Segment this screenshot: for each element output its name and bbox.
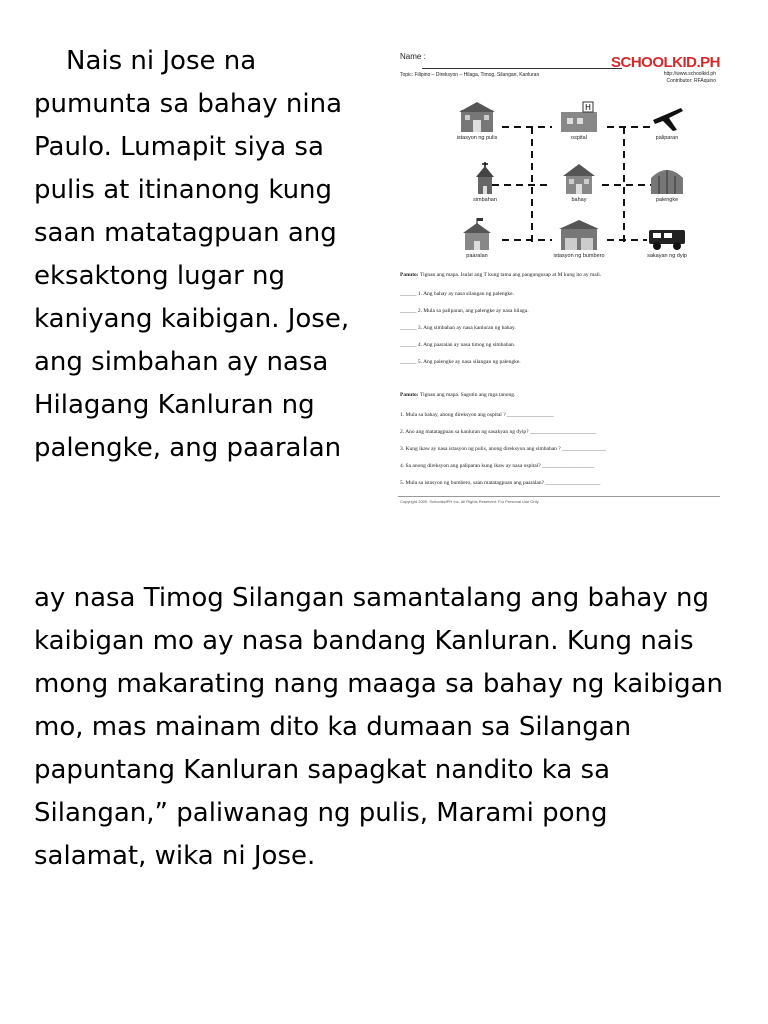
tf-item: ______ 4. Ang paaralan ay nasa timog ng simbahan.: [400, 342, 516, 348]
fire-station-icon: [557, 218, 601, 252]
place-airport: [632, 100, 702, 141]
worksheet-topic: Topic: Filipino – Direksyon – Hilaga, Timog, Silangan, Kanluran: [400, 72, 540, 78]
place-label: sakayan ng dyip: [647, 253, 687, 259]
section1-text: Tignan ang mapa. Isulat ang T kung tama ang pangungusap at M kung ito ay mali.: [419, 272, 602, 278]
question-item: 4. Sa anong direksyon ang paliparan kung ikaw ay nasa ospital? ___________________: [400, 463, 595, 469]
place-label: paaralan: [466, 253, 488, 259]
question-item: 1. Mula sa bahay, anong direksyon ang ospital ? _________________: [400, 412, 554, 418]
place-school: [442, 218, 512, 259]
schoolkid-logo: SCHOOLKID.PH: [610, 54, 720, 71]
hospital-icon: [557, 100, 601, 134]
section2-instruction: [400, 392, 515, 398]
jeepney-icon: [645, 218, 689, 252]
tf-item: ______ 2. Mula sa paliparan, ang palengke ay nasa hilaga.: [400, 308, 529, 314]
church-icon: [468, 162, 502, 196]
question-item: 2. Ano ang matatagpuan sa kanluran ng sasakyan ng dyip? ________________________: [400, 429, 596, 435]
place-market: [632, 162, 702, 203]
section1-instruction: [400, 272, 601, 278]
tf-item: ______ 5. Ang palengke ay nasa silangan ng palengke.: [400, 359, 521, 365]
worksheet-image: [392, 50, 726, 508]
place-hospital: [544, 100, 614, 141]
story-paragraph-top: Nais ni Jose na pumunta sa bahay nina Paulo. Lumapit siya sa pulis at itinanong kung saan matatagpuan ang eksaktong lugar ng kaniyang kaibigan. Jose, ang simbahan ay nasa Hilagang Kanluran ng palengke, ang paaralan: [34, 46, 350, 463]
place-label: simbahan: [473, 197, 497, 203]
place-label: ospital: [571, 135, 587, 141]
place-police-station: [442, 100, 512, 141]
section1-heading: Panuto:: [400, 272, 419, 278]
question-item: 5. Mula sa istasyon ng bumbero, saan matatagpuan ang paaralan? ____________________: [400, 480, 601, 486]
market-icon: [647, 162, 687, 196]
school-icon: [457, 218, 497, 252]
tf-item: ______ 3. Ang simbahan ay nasa kanluran ng bahay.: [400, 325, 516, 331]
place-label: istasyon ng pulis: [456, 135, 498, 141]
tf-item: ______ 1. Ang bahay ay nasa silangan ng palengke.: [400, 291, 514, 297]
place-label: palengke: [655, 197, 679, 203]
section2-text: Tignan ang mapa. Sagutin ang mga tanong.: [419, 392, 516, 398]
svg-text:H: H: [585, 103, 592, 112]
story-paragraph-bottom: ay nasa Timog Silangan samantalang ang bahay ng kaibigan mo ay nasa bandang Kanluran. Kung nais mong makarating nang maaga sa bahay ng kaibigan mo, mas mainam dito ka dumaan sa Silangan papuntang Kanluran sapagkat nandito ka sa Silangan,” paliwanag ng pulis, Marami pong salamat, wika ni Jose.: [34, 583, 723, 871]
worksheet-name-label: Name :: [400, 52, 426, 61]
place-fire-station: [544, 218, 614, 259]
place-label: istasyon ng bumbero: [553, 253, 605, 259]
police-station-icon: [457, 100, 497, 134]
footer-rule: [398, 496, 720, 497]
worksheet-contributor: Contributor: RFAquino: [666, 78, 716, 84]
place-house: [544, 162, 614, 203]
place-label: paliparan: [655, 135, 679, 141]
house-icon: [559, 162, 599, 196]
airplane-icon: [647, 100, 687, 134]
worksheet-url: http://www.schoolkid.ph: [663, 71, 716, 77]
place-label: bahay: [571, 197, 587, 203]
place-church: [450, 162, 520, 203]
worksheet-copyright: Copyright 2009. SchoolkidPH Inc. All Rights Reserved. For Personal Use Only.: [400, 499, 540, 504]
question-item: 3. Kung ikaw ay nasa istasyon ng pulis, anong direksyon ang simbahan ? ________________: [400, 446, 607, 452]
place-jeepney-stop: [632, 218, 702, 259]
section2-heading: Panuto:: [400, 392, 419, 398]
